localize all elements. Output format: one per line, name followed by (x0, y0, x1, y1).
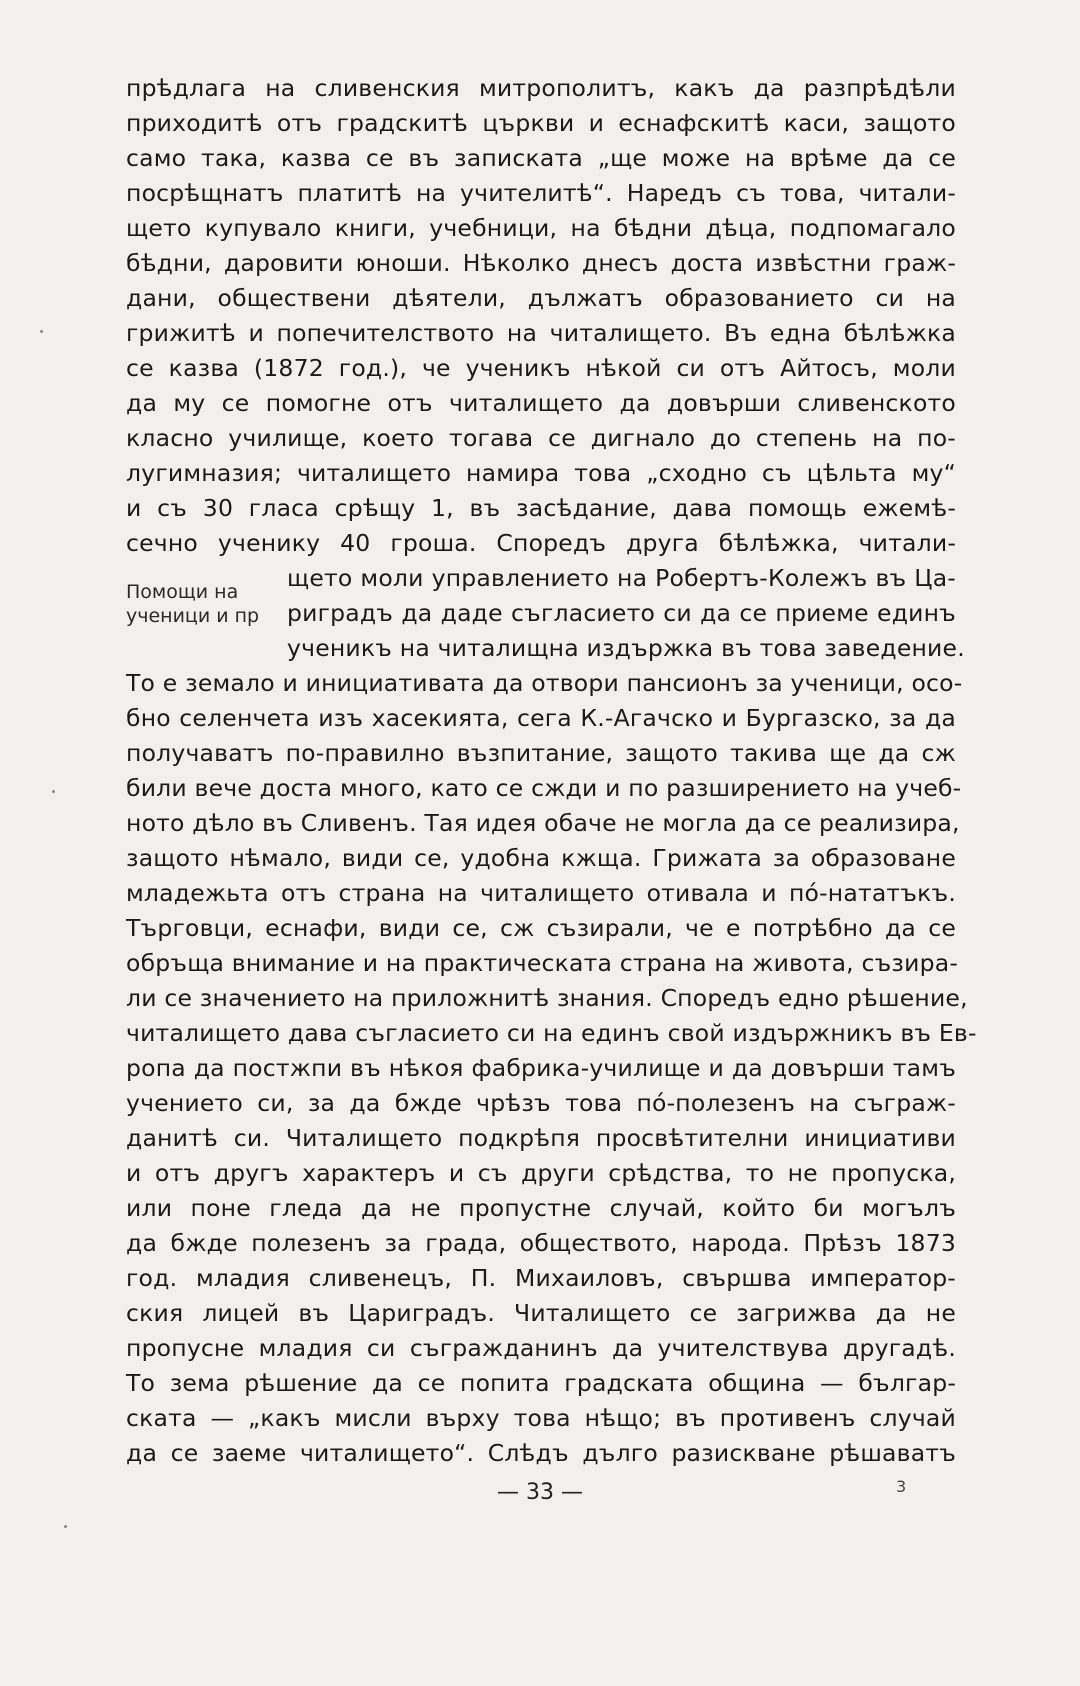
text-line: пропусне младия си съгражданинъ да учителствува другадѣ. (126, 1334, 956, 1362)
text-line: щето моли управлението на Робертъ-Колежъ въ Ца- (287, 564, 956, 592)
text-line: обръща внимание и на практическата страна на живота, съзира- (126, 949, 958, 977)
text-line: данитѣ си. Читалището подкрѣпя просвѣтителни инициативи (126, 1124, 956, 1152)
text-line: прѣдлага на сливенския митрополитъ, какъ да разпрѣдѣли (126, 74, 956, 102)
margin-note-line: Помощи на (126, 581, 239, 603)
text-line: класно училище, което тогава се дигнало до степень на по- (126, 424, 956, 452)
page-number: — 33 — (497, 1480, 583, 1505)
text-line: лугимназия; читалището намира това „сходно съ цѣльта му“ (126, 459, 956, 487)
text-line: само така, казва се въ записката „ще може на врѣме да се (126, 144, 956, 172)
text-line: То зема рѣшение да се попита градската община — българ- (126, 1369, 956, 1397)
text-line: учението си, за да бжде чрѣзъ това по́-полезенъ на съграж- (126, 1089, 956, 1117)
text-line: ли се значението на приложнитѣ знания. Споредъ едно рѣшение, (126, 984, 968, 1012)
text-line: посрѣщнатъ платитѣ на учителитѣ“. Наредъ съ това, читали- (126, 179, 956, 207)
corner-mark: 3 (896, 1477, 907, 1496)
paper-speck (40, 330, 43, 333)
text-line: То е земало и инициативата да отвори пансионъ за ученици, осо- (126, 669, 963, 697)
text-line: се казва (1872 год.), че ученикъ нѣкой си отъ Айтосъ, моли (126, 354, 956, 382)
text-line: защото нѣмало, види се, удобна кжща. Грижата за образоване (126, 844, 956, 872)
text-line: сечно ученику 40 гроша. Споредъ друга бѣлѣжка, читали- (126, 529, 956, 557)
text-line: били вече доста много, като се сжди и по разширението на учеб- (126, 774, 962, 802)
text-line: ропа да постжпи въ нѣкоя фабрика-училище и да довърши тамъ (126, 1054, 956, 1082)
text-line: и съ 30 гласа срѣщу 1, въ засѣдание, дава помощь ежемѣ- (126, 494, 956, 522)
text-line: Търговци, еснафи, види се, сж съзирали, че е потрѣбно да се (126, 914, 956, 942)
text-line: или поне гледа да не пропустне случай, който би могълъ (126, 1194, 956, 1222)
text-line: щето купувало книги, учебници, на бѣдни дѣца, подпомагало (126, 214, 956, 242)
paper-speck (52, 790, 55, 793)
text-line: грижитѣ и попечителството на читалището. Въ една бѣлѣжка (126, 319, 956, 347)
text-line: риградъ да даде съгласието си да се приеме единъ (287, 599, 956, 627)
text-line: год. младия сливенецъ, П. Михаиловъ, свършва император- (126, 1264, 956, 1292)
text-line: ската — „какъ мисли върху това нѣщо; въ противенъ случай (126, 1404, 956, 1432)
text-line: бно селенчета изъ хасекията, сега К.-Агачско и Бургазско, за да (126, 704, 956, 732)
text-line: приходитѣ отъ градскитѣ църкви и еснафскитѣ каси, защото (126, 109, 956, 137)
text-line: да бжде полезенъ за града, обществото, народа. Прѣзъ 1873 (126, 1229, 956, 1257)
text-line: ския лицей въ Цариградъ. Читалището се загрижва да не (126, 1299, 956, 1327)
paper-speck (64, 1525, 67, 1528)
text-line: и отъ другъ характеръ и съ други срѣдства, то не пропуска, (126, 1159, 956, 1187)
text-line: ученикъ на читалищна издържка въ това заведение. (287, 634, 965, 662)
text-line: да му се помогне отъ читалището да довърши сливенското (126, 389, 956, 417)
text-line: получаватъ по-правилно възпитание, защото такива ще да сж (126, 739, 956, 767)
text-line: младежьта отъ страна на читалището отивала и по́-нататъкъ. (126, 879, 956, 907)
text-line: дани, обществени дѣятели, дължатъ образованието си на (126, 284, 956, 312)
text-line: да се заеме читалището“. Слѣдъ дълго разискване рѣшаватъ (126, 1439, 956, 1467)
margin-note-line: ученици и пр (126, 605, 260, 627)
text-line: ното дѣло въ Сливенъ. Тая идея обаче не могла да се реализира, (126, 809, 960, 837)
text-line: бѣдни, даровити юноши. Нѣколко днесъ доста извѣстни граж- (126, 249, 956, 277)
text-line: читалището дава съгласието си на единъ свой издържникъ въ Ев- (126, 1019, 977, 1047)
margin-note (126, 580, 276, 628)
